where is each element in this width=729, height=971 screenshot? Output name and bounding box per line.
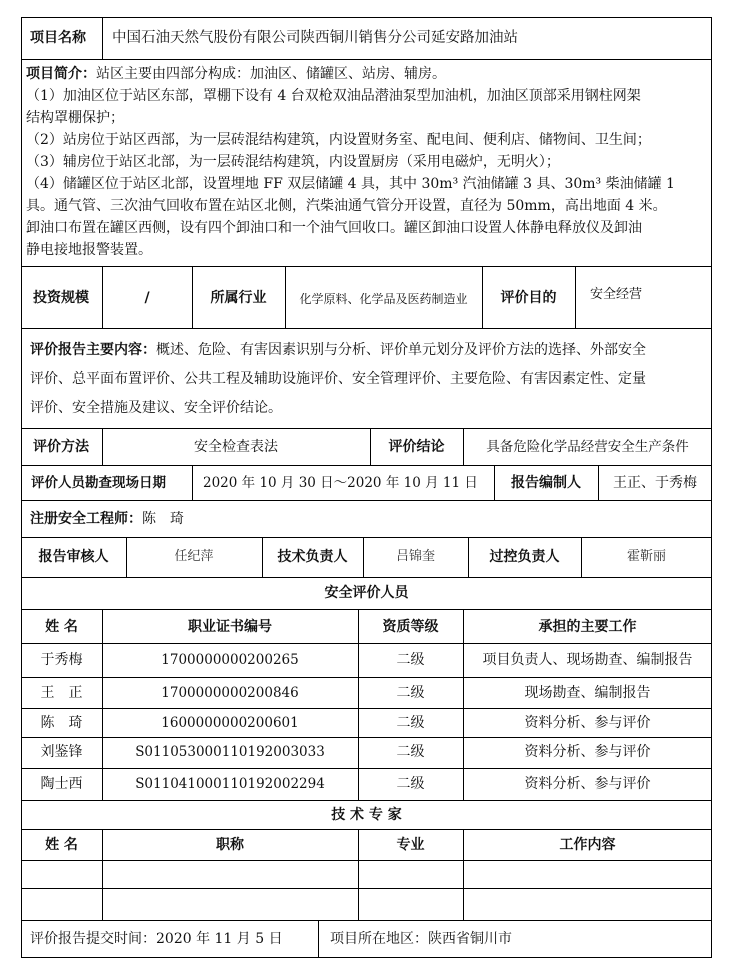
divider (21, 737, 712, 738)
table-cell-level: 二级 (396, 744, 425, 760)
project-name-value: 中国石油天然气股份有限公司陕西铜川销售分公司延安路加油站 (112, 30, 518, 46)
project-intro-line: 具。通气管、三次油气回收布置在站区北侧，汽柴油通气管分开设置，直径为 50mm，高出地面 4 米。 (26, 198, 667, 214)
method-label: 评价方法 (33, 439, 89, 455)
table-cell-name: 陈 琦 (40, 715, 83, 731)
table-cell-work: 资料分析、参与评价 (524, 715, 651, 731)
table-cell-cert: 1600000000200601 (161, 715, 299, 731)
divider (102, 609, 103, 800)
divider (21, 800, 712, 801)
project-intro-label: 项目简介： (26, 66, 96, 82)
project-intro-first: 站区主要由四部分构成：加油区、储罐区、站房、辅房。 (96, 66, 446, 82)
engineer-row (30, 510, 184, 528)
table-cell-level: 二级 (396, 776, 425, 792)
project-intro-line: 结构罩棚保护； (26, 110, 124, 126)
personnel-title: 安全评价人员 (324, 585, 409, 601)
invest-label: 投资规模 (33, 290, 89, 306)
table-cell-name: 于秀梅 (40, 652, 83, 668)
divider (21, 920, 712, 921)
divider (463, 609, 464, 800)
experts-header-name: 姓 名 (45, 837, 78, 853)
industry-label: 所属行业 (210, 290, 267, 306)
divider (21, 266, 712, 267)
divider (21, 328, 712, 329)
divider (21, 677, 712, 678)
project-intro-line: （3）辅房位于站区北部，为一层砖混结构建筑，内设置厨房（采用电磁炉，无明火）； (26, 154, 560, 170)
editor-label: 报告编制人 (511, 475, 581, 491)
divider (21, 609, 712, 610)
editor-value: 王正、于秀梅 (613, 475, 697, 491)
table-cell-level: 二级 (396, 652, 425, 668)
project-intro-line: （4）储罐区位于站区北部，设置埋地 FF 双层储罐 4 具，其中 30m³ 汽油储罐 3 具、30m³ 柴油储罐 1 (26, 176, 675, 192)
conclusion-label: 评价结论 (388, 439, 445, 455)
report-content-line: 评价、安全措施及建议、安全评价结论。 (30, 400, 282, 416)
table-cell-name: 刘鉴锋 (40, 744, 83, 760)
divider (21, 500, 712, 501)
reviewer-label: 报告审核人 (38, 549, 109, 565)
project-intro-line: （1）加油区位于站区东部，罩棚下设有 4 台双枪双油品潜油泵型加油机，加油区顶部采用钢柱网架 (26, 88, 641, 104)
divider (192, 465, 193, 500)
table-cell-cert: S011041000110192002294 (135, 776, 325, 792)
reviewer-value: 任纪萍 (174, 549, 214, 564)
divider (21, 465, 712, 466)
table-cell-work: 资料分析、参与评价 (524, 776, 651, 792)
project-name-label: 项目名称 (30, 30, 86, 46)
project-intro-line: 静电接地报警装置。 (26, 242, 152, 258)
report-content-line: 概述、危险、有害因素识别与分析、评价单元划分及评价方法的选择、外部安全 (156, 342, 646, 358)
table-cell-name: 陶士西 (40, 776, 83, 792)
invest-value: / (144, 290, 150, 306)
personnel-header-cert: 职业证书编号 (188, 619, 272, 635)
control-value: 霍靳丽 (626, 549, 666, 564)
report-content-line: 评价、总平面布置评价、公共工程及辅助设施评价、安全管理评价、主要危险、有害因素定性、定量 (30, 371, 646, 387)
table-cell-cert: 1700000000200265 (161, 652, 299, 668)
report-content-label: 评价报告主要内容： (30, 342, 156, 358)
survey-label: 评价人员勘查现场日期 (31, 475, 166, 491)
method-value: 安全检查表法 (194, 439, 278, 455)
personnel-header-level: 资质等级 (382, 619, 439, 635)
divider (21, 643, 712, 644)
table-cell-level: 二级 (396, 685, 425, 701)
divider (21, 428, 712, 429)
experts-header-work: 工作内容 (559, 837, 616, 853)
divider (575, 266, 576, 328)
divider (21, 59, 712, 60)
table-cell-work: 项目负责人、现场勘查、编制报告 (482, 652, 693, 668)
divider (21, 888, 712, 889)
experts-title: 技 术 专 家 (331, 807, 402, 823)
tech-label: 技术负责人 (277, 549, 348, 565)
project-intro-line: （2）站房位于站区西部，为一层砖混结构建筑，内设置财务室、配电间、便利店、储物间、卫生间； (26, 132, 651, 148)
conclusion-value: 具备危险化学品经营安全生产条件 (486, 439, 689, 455)
industry-value: 化学原料、化学品及医药制造业 (299, 292, 468, 306)
project-location: 项目所在地区：陕西省铜川市 (330, 931, 512, 947)
survey-value: 2020 年 10 月 30 日～2020 年 10 月 11 日 (203, 475, 478, 491)
divider (21, 708, 712, 709)
table-cell-work: 资料分析、参与评价 (524, 744, 651, 760)
table-cell-cert: 1700000000200846 (161, 685, 299, 701)
experts-header-title: 职称 (216, 837, 244, 853)
engineer-value: 陈 琦 (142, 511, 184, 527)
table-cell-work: 现场勘查、编制报告 (524, 685, 651, 701)
personnel-header-work: 承担的主要工作 (538, 619, 637, 635)
table-cell-level: 二级 (396, 715, 425, 731)
project-intro-line: 卸油口布置在罐区西侧，设有四个卸油口和一个油气回收口。罐区卸油口设置人体静电释放仪及卸油 (26, 220, 642, 236)
divider (358, 609, 359, 800)
report-content (30, 336, 710, 423)
divider (102, 17, 103, 59)
project-intro (26, 63, 710, 261)
engineer-label: 注册安全工程师： (30, 511, 142, 527)
divider (21, 860, 712, 861)
divider (318, 920, 319, 958)
divider (21, 537, 712, 538)
tech-value: 吕锦奎 (395, 549, 435, 564)
divider (21, 829, 712, 830)
purpose-label: 评价目的 (500, 290, 557, 306)
table-cell-cert: S011053000110192003033 (135, 744, 325, 760)
submit-date: 评价报告提交时间：2020 年 11 月 5 日 (30, 931, 283, 947)
control-label: 过控负责人 (489, 549, 560, 565)
purpose-value: 安全经营 (590, 287, 643, 302)
experts-header-major: 专业 (396, 837, 425, 853)
table-cell-name: 王 正 (40, 685, 83, 701)
divider (21, 577, 712, 578)
divider (21, 768, 712, 769)
personnel-header-name: 姓 名 (45, 619, 78, 635)
